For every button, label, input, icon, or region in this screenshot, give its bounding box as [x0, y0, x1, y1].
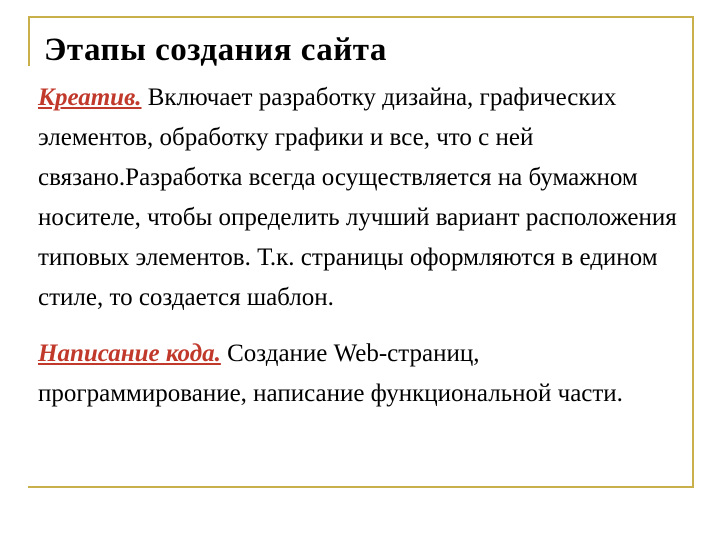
- frame-left-line: [28, 16, 30, 66]
- frame-top-line: [28, 16, 694, 18]
- paragraph-coding: [38, 334, 694, 414]
- slide-title: Этапы создания сайта: [44, 32, 387, 68]
- term-coding: Написание кода.: [38, 340, 221, 367]
- frame-bottom-line: [28, 486, 694, 488]
- paragraph-coding-text: Создание Web-страниц, программирование, написание функциональной части.: [38, 340, 623, 407]
- paragraph-creative-text: Включает разработку дизайна, графических элементов, обработку графики и все, что с ней связано.Разработка всегда осуществляется на бумажном носителе, чтобы определить лучший вариант расположения типовых элементов. Т.к. страницы оформляются в едином стиле, то создается шаблон.: [38, 84, 677, 311]
- paragraph-creative: [38, 78, 694, 318]
- term-creative: Креатив.: [38, 84, 142, 111]
- slide-content: [38, 78, 694, 414]
